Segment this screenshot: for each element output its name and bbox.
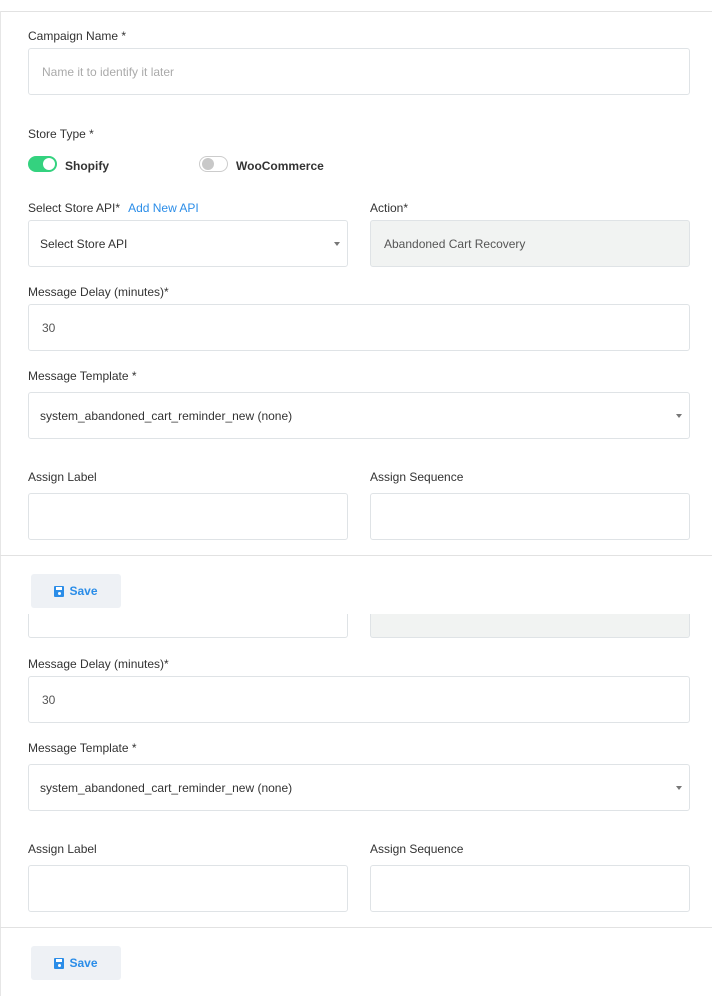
- store-api-label: Select Store API*: [28, 201, 121, 215]
- save-icon: [54, 586, 64, 597]
- assign-label-input[interactable]: [28, 493, 348, 540]
- woocommerce-label: WooCommerce: [236, 159, 324, 173]
- template-value: system_abandoned_cart_reminder_new (none): [40, 780, 293, 795]
- shopify-toggle[interactable]: [28, 156, 57, 172]
- store-api-select[interactable]: [28, 220, 348, 267]
- assign-sequence-input[interactable]: [370, 493, 690, 540]
- delay-input-2[interactable]: 30: [28, 676, 690, 723]
- save-icon: [54, 958, 64, 969]
- assign-sequence-input-2[interactable]: [370, 865, 690, 912]
- template-select-2[interactable]: [28, 764, 690, 811]
- assign-label-label: Assign Label: [28, 470, 97, 484]
- store-type-label: Store Type *: [28, 127, 94, 141]
- assign-label-input-2[interactable]: [28, 865, 348, 912]
- save-button-2[interactable]: [31, 946, 121, 980]
- campaign-name-input[interactable]: Name it to identify it later: [28, 48, 690, 95]
- assign-sequence-label: Assign Sequence: [370, 470, 464, 484]
- save-button[interactable]: [31, 574, 121, 608]
- template-label-2: Message Template *: [28, 741, 137, 755]
- chevron-down-icon: [676, 414, 682, 418]
- save-label: Save: [69, 584, 98, 598]
- delay-label: Message Delay (minutes)*: [28, 285, 169, 299]
- shopify-label: Shopify: [65, 159, 109, 173]
- assign-label-label-2: Assign Label: [28, 842, 97, 856]
- delay-label-2: Message Delay (minutes)*: [28, 657, 169, 671]
- action-label: Action*: [370, 201, 409, 215]
- chevron-down-icon: [676, 786, 682, 790]
- template-value: system_abandoned_cart_reminder_new (none): [40, 408, 293, 423]
- delay-input[interactable]: 30: [28, 304, 690, 351]
- action-input: Abandoned Cart Recovery: [370, 220, 690, 267]
- save-label: Save: [69, 956, 98, 970]
- assign-sequence-label-2: Assign Sequence: [370, 842, 464, 856]
- template-select[interactable]: [28, 392, 690, 439]
- woocommerce-toggle[interactable]: [199, 156, 228, 172]
- campaign-name-label: Campaign Name *: [28, 29, 127, 43]
- store-api-value: Select Store API: [40, 236, 128, 251]
- store-api-label-row: [28, 201, 199, 215]
- add-new-api-link[interactable]: Add New API: [128, 201, 199, 215]
- template-label: Message Template *: [28, 369, 137, 383]
- chevron-down-icon: [334, 242, 340, 246]
- action-input-partial: [370, 614, 690, 638]
- store-api-select-partial[interactable]: [28, 614, 348, 638]
